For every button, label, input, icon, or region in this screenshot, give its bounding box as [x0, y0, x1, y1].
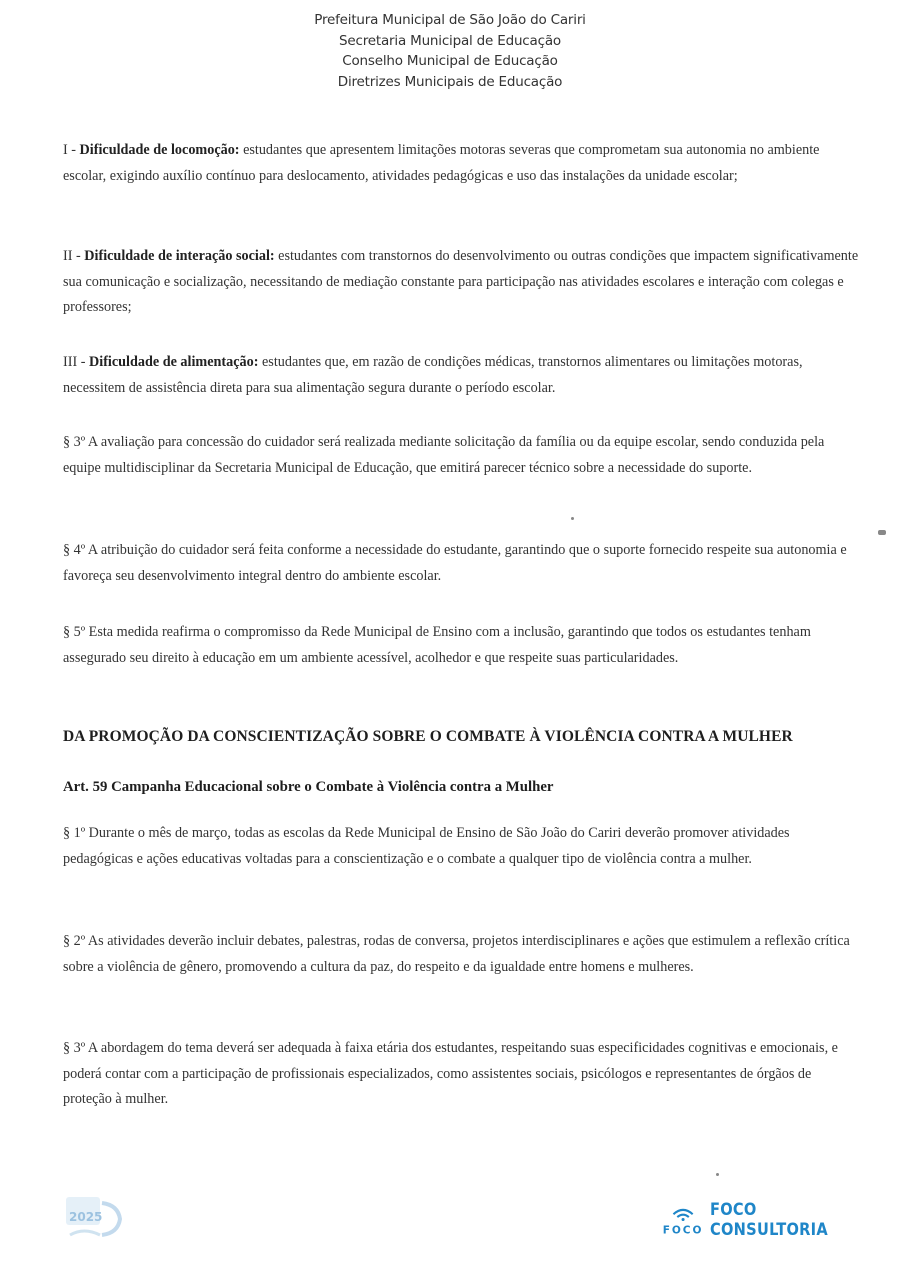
- section-heading: [63, 728, 863, 746]
- paragraph-text: § 3º A abordagem do tema deverá ser adequada à faixa etária dos estudantes, respeitando suas especificidades cognitivas e emocionais, e poderá contar com a participação de profissionais especializados, como assistentes sociais, psicólogos e representantes de órgãos de proteção à mulher.: [63, 1040, 838, 1107]
- paragraph-text: § 4º A atribuição do cuidador será feita conforme a necessidade do estudante, garantindo que o suporte fornecido respeite sua autonomia e favoreça seu desenvolvimento integral dentro do ambiente escolar.: [63, 542, 847, 584]
- article-paragraph-1: [63, 821, 863, 872]
- foco-mark-text: FOCO: [662, 1224, 704, 1237]
- document-header: [0, 10, 900, 92]
- item-prefix: I -: [63, 142, 80, 158]
- item-prefix: II -: [63, 248, 85, 264]
- header-line-prefeitura: Prefeitura Municipal de São João do Cariri: [314, 12, 586, 28]
- paragraph-5: [63, 620, 863, 671]
- section-title: DA PROMOÇÃO DA CONSCIENTIZAÇÃO SOBRE O COMBATE À VIOLÊNCIA CONTRA A MULHER: [63, 728, 793, 745]
- item-paragraph: [63, 244, 863, 321]
- item-text: estudantes que, em razão de condições médicas, transtornos alimentares ou limitações motoras, necessitem de assistência direta para sua alimentação segura durante o período escolar.: [63, 354, 803, 396]
- article-title: Art. 59 Campanha Educacional sobre o Combate à Violência contra a Mulher: [63, 779, 554, 795]
- header-line-diretrizes: Diretrizes Municipais de Educação: [337, 73, 563, 90]
- header-line-secretaria: Secretaria Municipal de Educação: [339, 32, 561, 49]
- paragraph-4: [63, 538, 863, 589]
- item-text: estudantes que apresentem limitações motoras severas que comprometam sua autonomia no ambiente escolar, exigindo auxílio contínuo para deslocamento, atividades pedagógicas e uso das instalações da unidade escolar;: [63, 142, 820, 184]
- conference-logo-icon: [64, 1195, 134, 1245]
- item-term: Dificuldade de locomoção:: [79, 142, 240, 158]
- item-term: Dificuldade de interação social:: [84, 248, 275, 264]
- item-locomocao: [63, 138, 863, 189]
- foco-consultoria-name: FOCO CONSULTORIA: [710, 1200, 829, 1240]
- item-paragraph: [63, 138, 863, 189]
- paragraph-text: § 2º As atividades deverão incluir debates, palestras, rodas de conversa, projetos interdisciplinares e ações que estimulem a reflexão crítica sobre a violência de gênero, promovendo a cultura da paz, do respeito e da igualdade entre homens e mulheres.: [63, 933, 850, 975]
- paragraph-text: § 1º Durante o mês de março, todas as escolas da Rede Municipal de Ensino de São João do Cariri deverão promover atividades pedagógicas e ações educativas voltadas para a conscientização e o combate a qualquer tipo de violência contra a mulher.: [63, 825, 790, 867]
- header-line-conselho: Conselho Municipal de Educação: [342, 53, 558, 69]
- paragraph-text: § 3º A avaliação para concessão do cuidador será realizada mediante solicitação da família ou da equipe escolar, sendo conduzida pela equipe multidisciplinar da Secretaria Municipal de Educação, que emitirá parecer técnico sobre a necessidade do suporte.: [63, 434, 825, 476]
- item-text: estudantes com transtornos do desenvolvimento ou outras condições que impactem significativamente sua comunicação e socialização, necessitando de mediação constante para participação nas atividades escolares e interação com colegas e professores;: [63, 248, 859, 315]
- scan-speck: [878, 530, 886, 535]
- article-paragraph-2: [63, 929, 863, 980]
- paragraph-3: [63, 430, 863, 481]
- foco-consultoria-logo: [660, 1200, 900, 1240]
- scan-speck: [716, 1173, 719, 1176]
- item-interacao-social: [63, 244, 863, 321]
- item-alimentacao: [63, 350, 863, 401]
- logo-year: 2025: [69, 1210, 103, 1224]
- item-prefix: III -: [63, 354, 89, 370]
- foco-signal-icon: [660, 1202, 706, 1238]
- conference-2025-logo: [64, 1195, 134, 1245]
- scan-speck: [571, 517, 574, 520]
- item-paragraph: [63, 350, 863, 401]
- article-paragraph-3: [63, 1036, 863, 1113]
- paragraph-text: § 5º Esta medida reafirma o compromisso da Rede Municipal de Ensino com a inclusão, garantindo que todos os estudantes tenham assegurado seu direito à educação em um ambiente acessível, acolhedor e que respeite suas particularidades.: [63, 624, 811, 666]
- article-heading: [63, 779, 863, 796]
- item-term: Dificuldade de alimentação:: [89, 354, 259, 370]
